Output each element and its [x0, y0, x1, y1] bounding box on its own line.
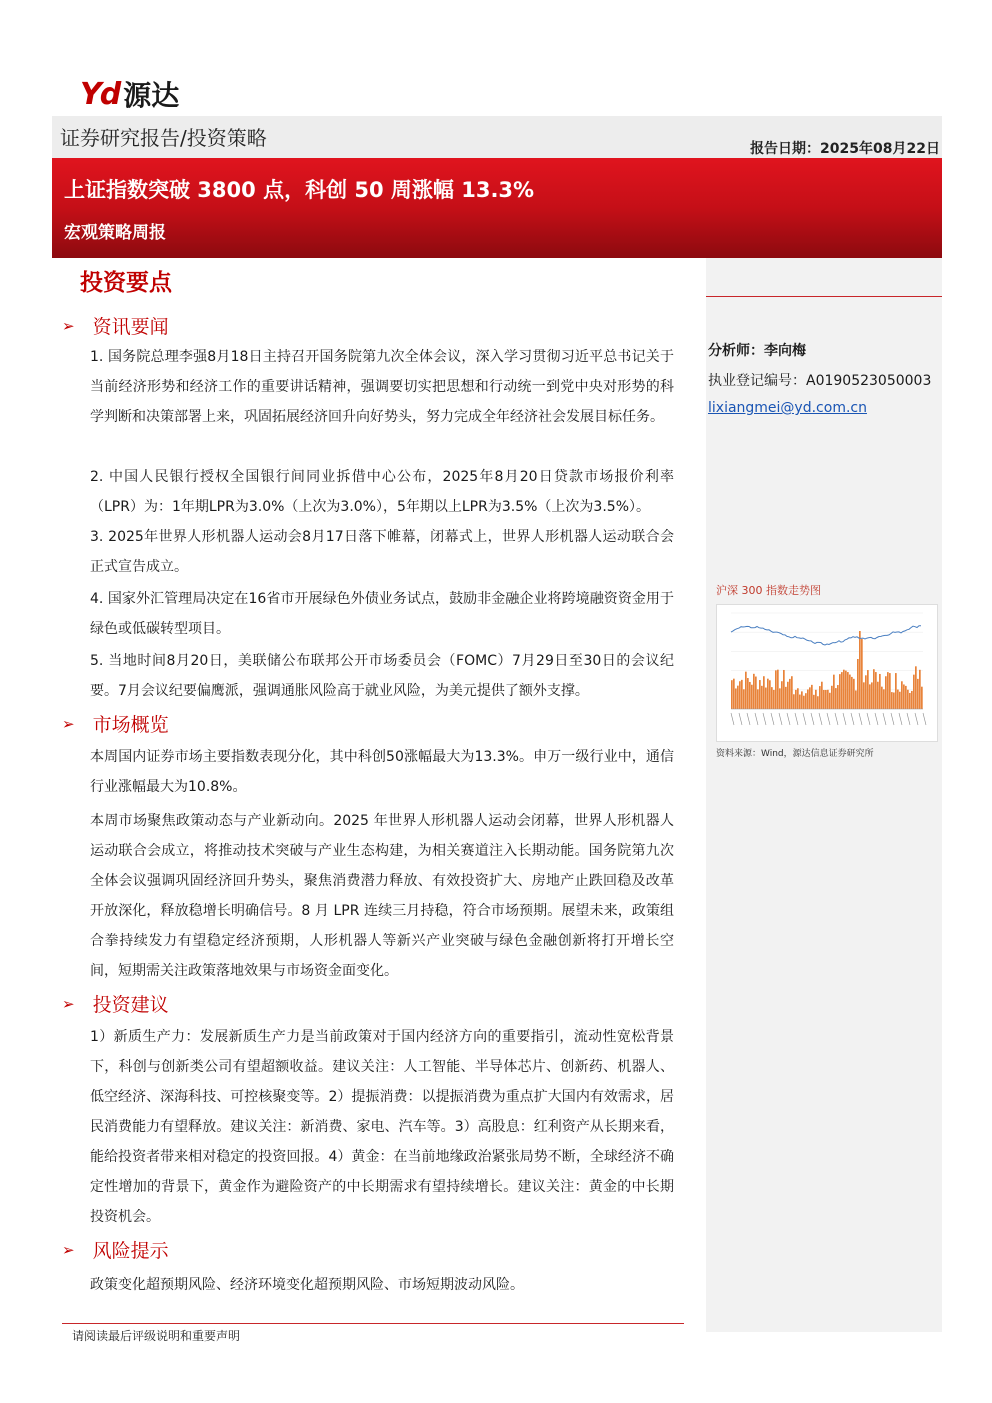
volume-bar [761, 686, 763, 709]
volume-bar [773, 690, 775, 709]
x-tick-mark [907, 713, 910, 725]
volume-bar [829, 693, 831, 709]
volume-bar [747, 678, 749, 709]
sidebar-divider [706, 296, 942, 297]
volume-bar [835, 688, 837, 709]
volume-bar [921, 687, 923, 709]
x-tick-mark [899, 713, 902, 725]
volume-bar [793, 694, 795, 709]
volume-bar [837, 685, 839, 709]
volume-bar [865, 675, 867, 709]
risk-paragraph: 政策变化超预期风险、经济环境变化超预期风险、市场短期波动风险。 [90, 1277, 524, 1293]
volume-bar [795, 690, 797, 709]
volume-bar [857, 659, 859, 709]
x-tick-mark [883, 713, 886, 725]
volume-bar [743, 689, 745, 709]
x-tick-mark [851, 713, 854, 725]
volume-bar [801, 691, 803, 709]
volume-bar [913, 675, 915, 709]
volume-bar [767, 679, 769, 709]
volume-bar [799, 695, 801, 709]
volume-bar [869, 684, 871, 709]
report-category: 证券研究报告/投资策略 [60, 126, 267, 150]
news-item: 2. 中国人民银行授权全国银行间同业拆借中心公布，2025年8月20日贷款市场报价利率（LPR）为：1年期LPR为3.0%（上次为3.0%），5年期以上LPR为3.5%（上次为3.5%）。 [90, 469, 674, 515]
volume-bar [765, 688, 767, 709]
arrow-right-icon: ➢ [62, 1240, 75, 1259]
volume-bar [753, 674, 755, 709]
volume-bar [873, 669, 875, 709]
news-item: 1. 国务院总理李强8月18日主持召开国务院第九次全体会议，深入学习贯彻习近平总书记关于当前经济形势和经济工作的重要讲话精神，强调要切实把思想和行动统一到党中央对形势的科学判断和决策部署上来，巩固拓展经济回升向好势头，努力完成全年经济社会发展目标任务。 [90, 349, 674, 425]
x-tick-mark [859, 713, 862, 725]
volume-bar [735, 688, 737, 709]
x-tick-mark [779, 713, 782, 725]
x-tick-mark [915, 713, 918, 725]
news-item: 5. 当地时间8月20日，美联储公布联邦公开市场委员会（FOMC）7月29日至30日的会议纪要。7月会议纪要偏鹰派，强调通胀风险高于就业风险，为美元提供了额外支撑。 [90, 653, 674, 699]
volume-bar [759, 680, 761, 709]
volume-bar [749, 682, 751, 709]
arrow-right-icon: ➢ [62, 714, 75, 733]
brand-logo [80, 78, 179, 110]
index-trend-chart [716, 604, 938, 742]
volume-bar [867, 670, 869, 709]
volume-bar [849, 675, 851, 709]
volume-bar [803, 696, 805, 709]
volume-bar [877, 682, 879, 709]
volume-bar [847, 672, 849, 709]
x-tick-mark [835, 713, 838, 725]
volume-bar [903, 684, 905, 709]
volume-bar [827, 690, 829, 709]
x-tick-mark [747, 713, 750, 725]
advice-paragraph: 1）新质生产力：发展新质生产力是当前政策对于国内经济方向的重要指引，流动性宽松背景下，科创与创新类公司有望超额收益。建议关注：人工智能、半导体芯片、创新药、机器人、低空经济、深海科技、可控核聚变等。2）提振消费：以提振消费为重点扩大国内有效需求，居民消费能力有望释放。建议关注：新消费、家电、汽车等。3）高股息：红利资产从长期来看，能给投资者带来相对稳定的投资回报。4）黄金：在当前地缘政治紧张局势不断，全球经济不确定性增加的背景下，黄金作为避险资产的中长期需求有望持续增长。建议关注：黄金的中长期投资机会。 [90, 1029, 674, 1225]
volume-bar [863, 682, 865, 709]
x-tick-mark [739, 713, 742, 725]
news-item: 4. 国家外汇管理局决定在16省市开展绿色外债业务试点，鼓励非金融企业将跨境融资资金用于绿色或低碳转型项目。 [90, 591, 674, 637]
volume-bar [899, 692, 901, 709]
x-tick-mark [819, 713, 822, 725]
volume-bar [787, 682, 789, 709]
section-heading-label: 市场概览 [92, 714, 169, 736]
section-heading-risk [62, 1236, 169, 1263]
market-paragraph: 本周市场聚焦政策动态与产业新动向。2025 年世界人形机器人运动会闭幕，世界人形机器人运动联合会成立，将推动技术突破与产业生态构建，为相关赛道注入长期动能。国务院第九次全体会议强调巩固经济回升势头，聚焦消费潜力释放、有效投资扩大、房地产止跌回稳及改革开放深化，释放稳增长明确信号。8 月 LPR 连续三月持稳，符合市场预期。展望未来，政策组合拳持续发力有望稳定经济预期，人形机器人等新兴产业突破与绿色金融创新将打开增长空间，短期需关注政策落地效果与市场资金面变化。 [90, 813, 674, 979]
news-item: 3. 2025年世界人形机器人运动会8月17日落下帷幕，闭幕式上，世界人形机器人运动联合会正式宣告成立。 [90, 529, 674, 575]
chart-source: 资料来源：Wind，源达信息证券研究所 [716, 749, 874, 759]
volume-bar [871, 682, 873, 709]
index-line [731, 626, 921, 645]
x-tick-mark [891, 713, 894, 725]
volume-bar [879, 674, 881, 709]
volume-bar [907, 690, 909, 709]
x-tick-mark [755, 713, 758, 725]
volume-bar [791, 676, 793, 709]
volume-bar [841, 672, 843, 709]
volume-bar [797, 688, 799, 709]
volume-bar [885, 676, 887, 709]
section-heading-label: 投资建议 [92, 994, 169, 1016]
arrow-right-icon: ➢ [62, 316, 75, 335]
volume-bar [745, 672, 747, 709]
report-subtitle: 宏观策略周报 [64, 223, 166, 243]
volume-bar [813, 695, 815, 709]
volume-bar [783, 670, 785, 709]
volume-bar [777, 670, 779, 709]
volume-bar [881, 687, 883, 709]
volume-bar [831, 686, 833, 709]
volume-bar [779, 688, 781, 709]
volume-bar [909, 693, 911, 709]
section-heading-label: 资讯要闻 [92, 316, 169, 338]
footer-divider [62, 1323, 684, 1324]
volume-bar [737, 686, 739, 709]
volume-bar [839, 674, 841, 709]
x-tick-mark [867, 713, 870, 725]
main-title: 投资要点 [80, 270, 172, 296]
volume-bar [823, 690, 825, 709]
volume-bar [887, 672, 889, 709]
volume-bar [805, 693, 807, 709]
volume-bar [845, 671, 847, 709]
volume-bar [833, 675, 835, 709]
volume-bar [769, 680, 771, 709]
x-tick-mark [843, 713, 846, 725]
volume-bar [901, 681, 903, 709]
x-tick-mark [875, 713, 878, 725]
volume-bar [809, 687, 811, 709]
logo-mark: Yd [80, 76, 120, 112]
analyst-registration: 执业登记编号：A0190523050003 [708, 373, 932, 389]
volume-bar [807, 689, 809, 709]
volume-bar [893, 692, 895, 709]
section-heading-market [62, 710, 169, 737]
volume-bar [853, 679, 855, 709]
trend-chart-svg [717, 605, 937, 741]
volume-bar [751, 685, 753, 709]
volume-bar [897, 690, 899, 709]
volume-bar [781, 681, 783, 709]
section-heading-label: 风险提示 [92, 1240, 169, 1262]
volume-bar [883, 689, 885, 709]
footer-note: 请阅读最后评级说明和重要声明 [72, 1329, 241, 1343]
volume-bar [843, 670, 845, 709]
analyst-name: 分析师：李向梅 [708, 343, 806, 359]
volume-bar [731, 680, 733, 709]
analyst-email-link[interactable]: lixiangmei@yd.com.cn [708, 400, 867, 416]
volume-bar [771, 687, 773, 709]
x-tick-mark [731, 713, 734, 725]
volume-bar [741, 680, 743, 709]
volume-bar [733, 679, 735, 709]
section-heading-news [62, 312, 169, 339]
volume-bar [819, 686, 821, 709]
volume-bar [755, 677, 757, 709]
volume-bar [917, 679, 919, 709]
title-banner [52, 158, 942, 258]
volume-bar [889, 673, 891, 709]
x-tick-mark [771, 713, 774, 725]
logo-name: 源达 [123, 79, 180, 112]
sidebar [706, 258, 942, 1332]
volume-bar [891, 692, 893, 709]
volume-bar [739, 681, 741, 709]
x-tick-mark [803, 713, 806, 725]
x-tick-mark [763, 713, 766, 725]
volume-bar [757, 689, 759, 709]
x-tick-mark [811, 713, 814, 725]
volume-bar [895, 673, 897, 709]
volume-bar [821, 682, 823, 709]
x-tick-mark [787, 713, 790, 725]
chart-title: 沪深 300 指数走势图 [716, 584, 821, 597]
volume-bar [789, 679, 791, 709]
volume-bar [905, 686, 907, 709]
report-date: 报告日期：2025年08月22日 [750, 141, 940, 157]
volume-bar [911, 691, 913, 709]
x-tick-mark [795, 713, 798, 725]
volume-bar [817, 696, 819, 709]
volume-bar [775, 670, 777, 709]
volume-bar [855, 690, 857, 709]
market-paragraph: 本周国内证券市场主要指数表现分化，其中科创50涨幅最大为13.3%。申万一级行业中，通信行业涨幅最大为10.8%。 [90, 749, 674, 795]
volume-bar [785, 687, 787, 709]
volume-bar [859, 631, 861, 709]
volume-bar [851, 677, 853, 709]
volume-bar [915, 666, 917, 709]
volume-bar [875, 672, 877, 709]
volume-bar [815, 690, 817, 709]
arrow-right-icon: ➢ [62, 994, 75, 1013]
section-heading-advice [62, 990, 169, 1017]
volume-bar [861, 639, 863, 709]
x-tick-mark [923, 713, 926, 725]
volume-bar [811, 685, 813, 709]
volume-bar [919, 670, 921, 709]
volume-bar [763, 676, 765, 709]
volume-bar [825, 690, 827, 709]
report-title: 上证指数突破 3800 点，科创 50 周涨幅 13.3% [64, 178, 535, 202]
x-tick-mark [827, 713, 830, 725]
